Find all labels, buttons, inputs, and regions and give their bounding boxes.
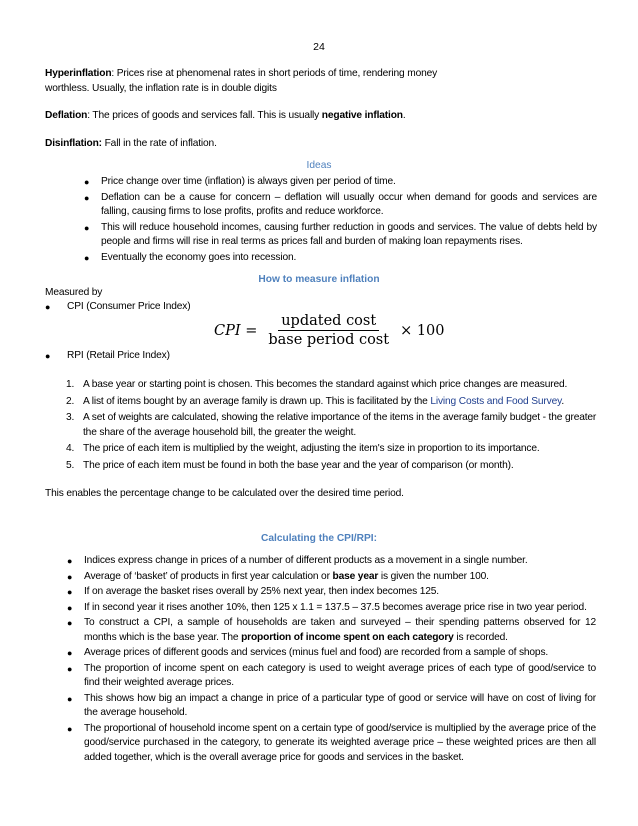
list-item: ● Eventually the economy goes into recession. (84, 251, 297, 263)
deflation-definition: Deflation: The prices of goods and services fall. This is usually negative inflation. (45, 110, 406, 121)
cpi-formula (214, 313, 445, 348)
living-costs-survey-link[interactable]: Living Costs and Food Survey (430, 395, 562, 407)
list-item: ● If on average the basket rises overall by 25% next year, then index becomes 125. (67, 586, 439, 597)
list-item: ● Average prices of different goods and services (minus fuel and food) are recorded from a sample of shops. (67, 647, 549, 658)
calculating-heading: Calculating the CPI/RPI: (260, 533, 378, 544)
disinflation-term: Disinflation: (45, 138, 102, 149)
ideas-heading: Ideas (306, 160, 332, 171)
page-number: 24 (313, 41, 325, 53)
rpi-bullet (45, 349, 367, 364)
calculating-list (67, 554, 596, 766)
list-item: ● CPI (Consumer Price Index) (45, 301, 191, 312)
list-item: 3. A set of weights are calculated, showing the relative importance of the items in the average family budget - the greater the share of the average household bill, the greater the weight. (66, 412, 597, 438)
formula-numerator: updated cost (278, 313, 379, 331)
negative-inflation-emphasis: negative inflation (321, 110, 403, 121)
disinflation-definition: Disinflation: Fall in the rate of inflation. (45, 138, 217, 149)
list-item: ● Indices express change in prices of a number of different products as a movement in a single number. (67, 555, 528, 566)
formula-fraction (265, 313, 392, 348)
deflation-term: Deflation (45, 110, 88, 121)
list-item: 5. The price of each item must be found in both the base year and the year of comparison (or month). (66, 459, 514, 471)
list-item: ● The proportion of income spent on each category is used to weight average prices of each type of good/service to find their weighted average prices. (67, 662, 596, 688)
formula-multiplier: × 100 (400, 322, 445, 339)
hyperinflation-definition (45, 67, 475, 96)
how-to-measure-heading: How to measure inflation (258, 274, 380, 285)
list-item: ● To construct a CPI, a sample of households are taken and surveyed – their spending patterns observed for 12 months which is the base year. The proportion of income spent on each category is recorded. (67, 617, 596, 643)
list-item: ● Average of ‘basket’ of products in first year calculation or base year is given the number 100. (67, 570, 489, 582)
list-item: ● Deflation can be a cause for concern – deflation will usually occur when demand for goods and services are falling, causing firms to lose profits, profits and reduce workforce. (84, 191, 597, 217)
ideas-list (84, 175, 597, 265)
list-item: ● RPI (Retail Price Index) (45, 350, 170, 361)
hyperinflation-term: Hyperinflation (45, 68, 112, 79)
list-item: 4. The price of each item is multiplied by the weight, adjusting the item's size in proportion to its importance. (66, 443, 540, 454)
list-item: 1. A base year or starting point is chosen. This becomes the standard against which price changes are measured. (66, 379, 568, 390)
list-item: ● Price change over time (inflation) is always given per period of time. (84, 176, 396, 187)
list-item: 2. A list of items bought by an average family is drawn up. This is facilitated by the Living Costs and Food Survey. (66, 395, 564, 407)
list-item: ● If in second year it rises another 10%, then 125 x 1.1 = 137.5 – 37.5 becomes average price rise in two year period. (67, 601, 587, 613)
measurement-steps-list (66, 378, 603, 475)
measured-by-label: Measured by (45, 287, 103, 298)
hyperinflation-text: : Prices rise at phenomenal rates in short periods of time, rendering money worthless. Usually, the inflation rate is in double digits (45, 68, 438, 94)
list-item: ● The proportional of household income spent on a certain type of good/service is multiplied by the average price of the good/service purchased in the category, to generate its weighted average price – these weighted prices are then all added together, which is the overall average price for goods and services in the basket. (67, 722, 596, 763)
formula-lhs: CPI = (214, 322, 258, 339)
list-item: ● This shows how big an impact a change in price of a particular type of good or service will have on cost of living for the average household. (67, 692, 596, 718)
list-item: ● This will reduce household incomes, causing further reduction in goods and services. The value of debts held by people and firms will rise in real terms as prices fall and burden of making loan repayments rises. (84, 221, 597, 247)
formula-denominator: base period cost (268, 332, 390, 348)
measure-conclusion: This enables the percentage change to be calculated over the desired time period. (45, 488, 404, 499)
